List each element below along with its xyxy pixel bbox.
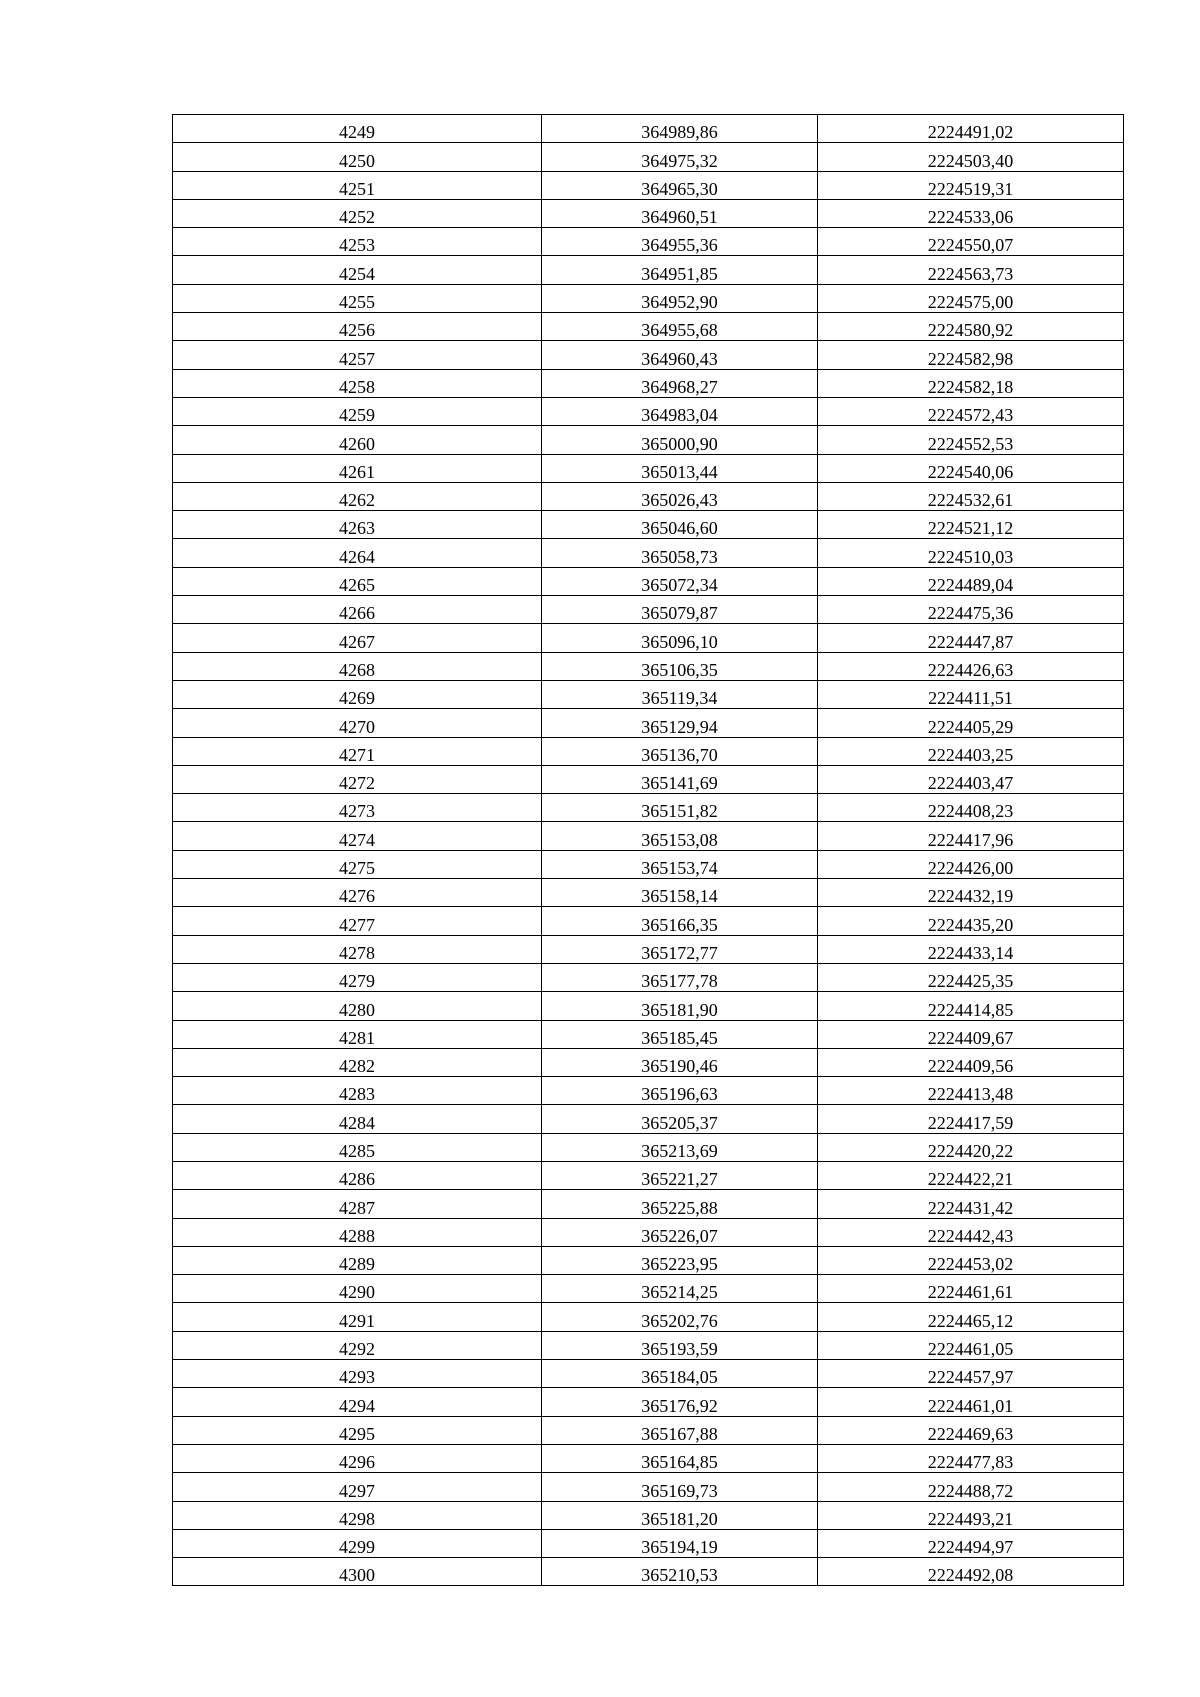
- x-coordinate-cell: 364955,36: [542, 228, 818, 256]
- table-row: [173, 341, 1124, 369]
- x-coordinate-cell: 365202,76: [542, 1303, 818, 1331]
- table-row: [173, 935, 1124, 963]
- point-number-cell: 4268: [173, 652, 542, 680]
- x-coordinate-cell: 364989,86: [542, 115, 818, 143]
- point-number-cell: 4254: [173, 256, 542, 284]
- x-coordinate-cell: 365214,25: [542, 1275, 818, 1303]
- y-coordinate-cell: 2224461,01: [818, 1388, 1124, 1416]
- table-row: [173, 313, 1124, 341]
- table-row: [173, 1473, 1124, 1501]
- point-number-cell: 4262: [173, 482, 542, 510]
- point-number-cell: 4277: [173, 907, 542, 935]
- x-coordinate-cell: 365225,88: [542, 1190, 818, 1218]
- y-coordinate-cell: 2224465,12: [818, 1303, 1124, 1331]
- x-coordinate-cell: 365141,69: [542, 765, 818, 793]
- x-coordinate-cell: 365058,73: [542, 539, 818, 567]
- table-row: [173, 1218, 1124, 1246]
- table-row: [173, 963, 1124, 991]
- table-row: [173, 1331, 1124, 1359]
- point-number-cell: 4275: [173, 850, 542, 878]
- table-row: [173, 1190, 1124, 1218]
- x-coordinate-cell: 365158,14: [542, 879, 818, 907]
- point-number-cell: 4300: [173, 1558, 542, 1586]
- y-coordinate-cell: 2224417,59: [818, 1105, 1124, 1133]
- y-coordinate-cell: 2224431,42: [818, 1190, 1124, 1218]
- table-row: [173, 850, 1124, 878]
- point-number-cell: 4249: [173, 115, 542, 143]
- table-row: [173, 1161, 1124, 1189]
- point-number-cell: 4288: [173, 1218, 542, 1246]
- table-row: [173, 1501, 1124, 1529]
- x-coordinate-cell: 365194,19: [542, 1529, 818, 1557]
- x-coordinate-cell: 365129,94: [542, 709, 818, 737]
- table-row: [173, 1077, 1124, 1105]
- y-coordinate-cell: 2224488,72: [818, 1473, 1124, 1501]
- table-row: [173, 171, 1124, 199]
- y-coordinate-cell: 2224550,07: [818, 228, 1124, 256]
- x-coordinate-cell: 365196,63: [542, 1077, 818, 1105]
- point-number-cell: 4261: [173, 454, 542, 482]
- x-coordinate-cell: 365184,05: [542, 1360, 818, 1388]
- x-coordinate-cell: 365096,10: [542, 624, 818, 652]
- table-row: [173, 624, 1124, 652]
- y-coordinate-cell: 2224408,23: [818, 794, 1124, 822]
- point-number-cell: 4252: [173, 199, 542, 227]
- point-number-cell: 4250: [173, 143, 542, 171]
- x-coordinate-cell: 365119,34: [542, 680, 818, 708]
- y-coordinate-cell: 2224405,29: [818, 709, 1124, 737]
- y-coordinate-cell: 2224519,31: [818, 171, 1124, 199]
- table-row: [173, 1360, 1124, 1388]
- table-row: [173, 115, 1124, 143]
- table-row: [173, 1105, 1124, 1133]
- x-coordinate-cell: 364975,32: [542, 143, 818, 171]
- y-coordinate-cell: 2224491,02: [818, 115, 1124, 143]
- point-number-cell: 4257: [173, 341, 542, 369]
- y-coordinate-cell: 2224540,06: [818, 454, 1124, 482]
- point-number-cell: 4283: [173, 1077, 542, 1105]
- table-row: [173, 1020, 1124, 1048]
- x-coordinate-cell: 365223,95: [542, 1246, 818, 1274]
- point-number-cell: 4255: [173, 284, 542, 312]
- point-number-cell: 4282: [173, 1048, 542, 1076]
- point-number-cell: 4258: [173, 369, 542, 397]
- x-coordinate-cell: 364952,90: [542, 284, 818, 312]
- y-coordinate-cell: 2224469,63: [818, 1416, 1124, 1444]
- x-coordinate-cell: 365210,53: [542, 1558, 818, 1586]
- point-number-cell: 4299: [173, 1529, 542, 1557]
- x-coordinate-cell: 365072,34: [542, 567, 818, 595]
- x-coordinate-cell: 365153,08: [542, 822, 818, 850]
- table-row: [173, 1048, 1124, 1076]
- y-coordinate-cell: 2224494,97: [818, 1529, 1124, 1557]
- x-coordinate-cell: 365153,74: [542, 850, 818, 878]
- point-number-cell: 4266: [173, 596, 542, 624]
- x-coordinate-cell: 365190,46: [542, 1048, 818, 1076]
- table-row: [173, 992, 1124, 1020]
- x-coordinate-cell: 365177,78: [542, 963, 818, 991]
- point-number-cell: 4294: [173, 1388, 542, 1416]
- table-row: [173, 143, 1124, 171]
- y-coordinate-cell: 2224435,20: [818, 907, 1124, 935]
- y-coordinate-cell: 2224582,18: [818, 369, 1124, 397]
- point-number-cell: 4290: [173, 1275, 542, 1303]
- point-number-cell: 4278: [173, 935, 542, 963]
- x-coordinate-cell: 365106,35: [542, 652, 818, 680]
- table-row: [173, 511, 1124, 539]
- y-coordinate-cell: 2224461,61: [818, 1275, 1124, 1303]
- y-coordinate-cell: 2224580,92: [818, 313, 1124, 341]
- table-row: [173, 907, 1124, 935]
- point-number-cell: 4263: [173, 511, 542, 539]
- x-coordinate-cell: 365046,60: [542, 511, 818, 539]
- y-coordinate-cell: 2224457,97: [818, 1360, 1124, 1388]
- y-coordinate-cell: 2224433,14: [818, 935, 1124, 963]
- table-row: [173, 567, 1124, 595]
- y-coordinate-cell: 2224510,03: [818, 539, 1124, 567]
- point-number-cell: 4264: [173, 539, 542, 567]
- y-coordinate-cell: 2224411,51: [818, 680, 1124, 708]
- x-coordinate-cell: 365167,88: [542, 1416, 818, 1444]
- point-number-cell: 4285: [173, 1133, 542, 1161]
- y-coordinate-cell: 2224442,43: [818, 1218, 1124, 1246]
- y-coordinate-cell: 2224426,63: [818, 652, 1124, 680]
- y-coordinate-cell: 2224572,43: [818, 397, 1124, 425]
- x-coordinate-cell: 364968,27: [542, 369, 818, 397]
- y-coordinate-cell: 2224432,19: [818, 879, 1124, 907]
- table-row: [173, 228, 1124, 256]
- x-coordinate-cell: 365181,90: [542, 992, 818, 1020]
- y-coordinate-cell: 2224414,85: [818, 992, 1124, 1020]
- point-number-cell: 4296: [173, 1444, 542, 1472]
- x-coordinate-cell: 365226,07: [542, 1218, 818, 1246]
- y-coordinate-cell: 2224492,08: [818, 1558, 1124, 1586]
- table-row: [173, 765, 1124, 793]
- point-number-cell: 4280: [173, 992, 542, 1020]
- y-coordinate-cell: 2224477,83: [818, 1444, 1124, 1472]
- table-row: [173, 369, 1124, 397]
- coordinates-table: [172, 114, 1124, 1586]
- point-number-cell: 4271: [173, 737, 542, 765]
- table-row: [173, 822, 1124, 850]
- table-row: [173, 1275, 1124, 1303]
- y-coordinate-cell: 2224461,05: [818, 1331, 1124, 1359]
- point-number-cell: 4297: [173, 1473, 542, 1501]
- x-coordinate-cell: 364960,43: [542, 341, 818, 369]
- point-number-cell: 4284: [173, 1105, 542, 1133]
- x-coordinate-cell: 364955,68: [542, 313, 818, 341]
- y-coordinate-cell: 2224409,56: [818, 1048, 1124, 1076]
- x-coordinate-cell: 365172,77: [542, 935, 818, 963]
- point-number-cell: 4270: [173, 709, 542, 737]
- y-coordinate-cell: 2224453,02: [818, 1246, 1124, 1274]
- point-number-cell: 4269: [173, 680, 542, 708]
- y-coordinate-cell: 2224420,22: [818, 1133, 1124, 1161]
- x-coordinate-cell: 364983,04: [542, 397, 818, 425]
- y-coordinate-cell: 2224521,12: [818, 511, 1124, 539]
- x-coordinate-cell: 364951,85: [542, 256, 818, 284]
- y-coordinate-cell: 2224552,53: [818, 426, 1124, 454]
- table-row: [173, 652, 1124, 680]
- point-number-cell: 4291: [173, 1303, 542, 1331]
- point-number-cell: 4260: [173, 426, 542, 454]
- point-number-cell: 4293: [173, 1360, 542, 1388]
- table-row: [173, 1388, 1124, 1416]
- point-number-cell: 4286: [173, 1161, 542, 1189]
- table-row: [173, 1444, 1124, 1472]
- y-coordinate-cell: 2224425,35: [818, 963, 1124, 991]
- table-row: [173, 737, 1124, 765]
- point-number-cell: 4295: [173, 1416, 542, 1444]
- y-coordinate-cell: 2224563,73: [818, 256, 1124, 284]
- y-coordinate-cell: 2224503,40: [818, 143, 1124, 171]
- point-number-cell: 4273: [173, 794, 542, 822]
- x-coordinate-cell: 365193,59: [542, 1331, 818, 1359]
- table-row: [173, 397, 1124, 425]
- y-coordinate-cell: 2224403,25: [818, 737, 1124, 765]
- point-number-cell: 4298: [173, 1501, 542, 1529]
- x-coordinate-cell: 365136,70: [542, 737, 818, 765]
- table-row: [173, 1303, 1124, 1331]
- y-coordinate-cell: 2224409,67: [818, 1020, 1124, 1048]
- y-coordinate-cell: 2224532,61: [818, 482, 1124, 510]
- table-row: [173, 426, 1124, 454]
- table-row: [173, 256, 1124, 284]
- point-number-cell: 4253: [173, 228, 542, 256]
- table-row: [173, 1246, 1124, 1274]
- y-coordinate-cell: 2224575,00: [818, 284, 1124, 312]
- point-number-cell: 4279: [173, 963, 542, 991]
- point-number-cell: 4289: [173, 1246, 542, 1274]
- point-number-cell: 4292: [173, 1331, 542, 1359]
- point-number-cell: 4251: [173, 171, 542, 199]
- x-coordinate-cell: 365013,44: [542, 454, 818, 482]
- point-number-cell: 4265: [173, 567, 542, 595]
- x-coordinate-cell: 365176,92: [542, 1388, 818, 1416]
- x-coordinate-cell: 364960,51: [542, 199, 818, 227]
- y-coordinate-cell: 2224493,21: [818, 1501, 1124, 1529]
- table-row: [173, 596, 1124, 624]
- x-coordinate-cell: 364965,30: [542, 171, 818, 199]
- x-coordinate-cell: 365079,87: [542, 596, 818, 624]
- y-coordinate-cell: 2224413,48: [818, 1077, 1124, 1105]
- coordinates-table-body: [173, 115, 1124, 1586]
- table-row: [173, 879, 1124, 907]
- y-coordinate-cell: 2224489,04: [818, 567, 1124, 595]
- point-number-cell: 4259: [173, 397, 542, 425]
- y-coordinate-cell: 2224582,98: [818, 341, 1124, 369]
- x-coordinate-cell: 365181,20: [542, 1501, 818, 1529]
- y-coordinate-cell: 2224475,36: [818, 596, 1124, 624]
- table-row: [173, 482, 1124, 510]
- x-coordinate-cell: 365185,45: [542, 1020, 818, 1048]
- y-coordinate-cell: 2224447,87: [818, 624, 1124, 652]
- point-number-cell: 4256: [173, 313, 542, 341]
- table-row: [173, 1133, 1124, 1161]
- point-number-cell: 4272: [173, 765, 542, 793]
- table-row: [173, 680, 1124, 708]
- point-number-cell: 4274: [173, 822, 542, 850]
- y-coordinate-cell: 2224533,06: [818, 199, 1124, 227]
- point-number-cell: 4267: [173, 624, 542, 652]
- x-coordinate-cell: 365151,82: [542, 794, 818, 822]
- x-coordinate-cell: 365221,27: [542, 1161, 818, 1189]
- point-number-cell: 4276: [173, 879, 542, 907]
- y-coordinate-cell: 2224403,47: [818, 765, 1124, 793]
- table-row: [173, 199, 1124, 227]
- table-row: [173, 454, 1124, 482]
- y-coordinate-cell: 2224426,00: [818, 850, 1124, 878]
- table-row: [173, 1416, 1124, 1444]
- table-row: [173, 284, 1124, 312]
- table-row: [173, 539, 1124, 567]
- point-number-cell: 4287: [173, 1190, 542, 1218]
- x-coordinate-cell: 365164,85: [542, 1444, 818, 1472]
- table-row: [173, 709, 1124, 737]
- y-coordinate-cell: 2224422,21: [818, 1161, 1124, 1189]
- x-coordinate-cell: 365213,69: [542, 1133, 818, 1161]
- x-coordinate-cell: 365205,37: [542, 1105, 818, 1133]
- table-row: [173, 794, 1124, 822]
- table-row: [173, 1558, 1124, 1586]
- x-coordinate-cell: 365000,90: [542, 426, 818, 454]
- y-coordinate-cell: 2224417,96: [818, 822, 1124, 850]
- x-coordinate-cell: 365166,35: [542, 907, 818, 935]
- x-coordinate-cell: 365169,73: [542, 1473, 818, 1501]
- point-number-cell: 4281: [173, 1020, 542, 1048]
- table-row: [173, 1529, 1124, 1557]
- x-coordinate-cell: 365026,43: [542, 482, 818, 510]
